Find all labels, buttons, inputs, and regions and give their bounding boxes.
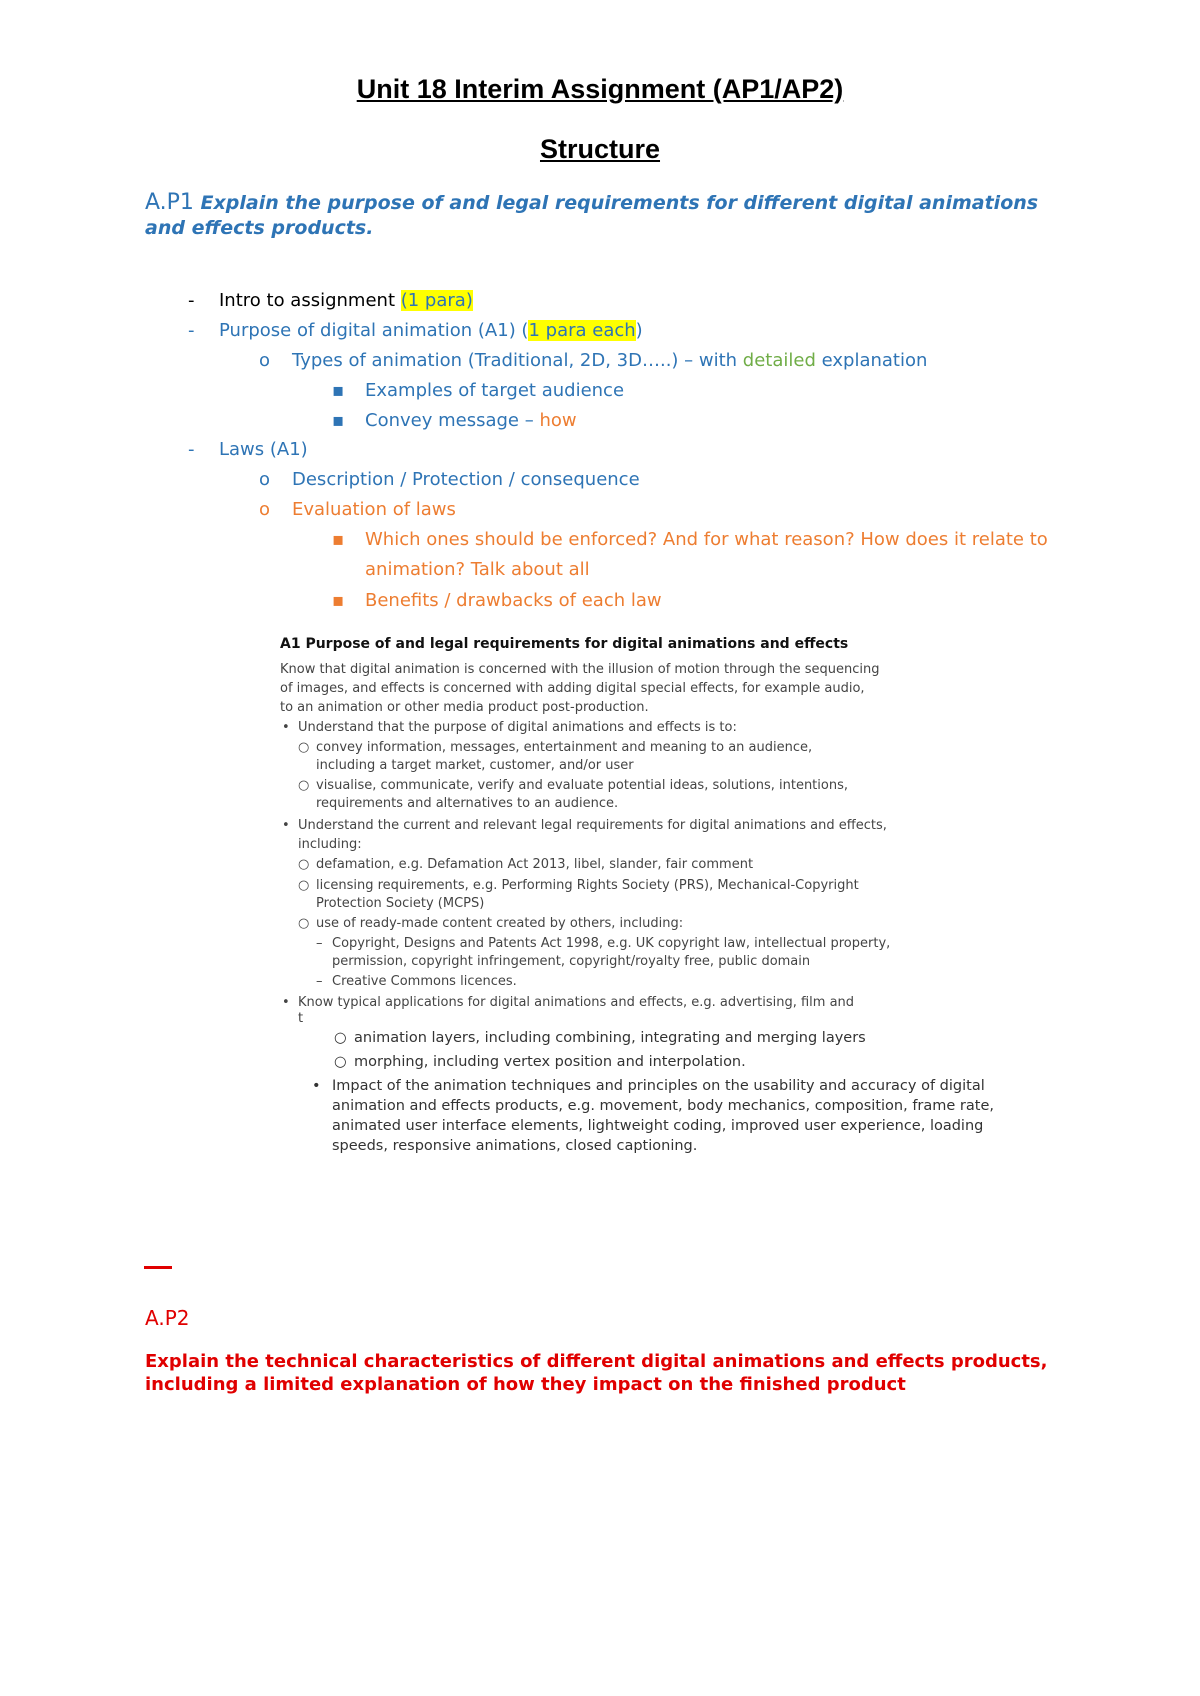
circle-marker: ○ [298, 740, 310, 755]
spec-line: including a target market, customer, and/or user [316, 758, 634, 773]
dash-marker: - [188, 320, 195, 341]
section-divider [144, 1266, 172, 1269]
spec-line: Know that digital animation is concerned with the illusion of motion through the sequencing [280, 662, 880, 677]
spec-heading: A1 Purpose of and legal requirements for digital animations and effects [280, 636, 849, 652]
spec-line: Impact of the animation techniques and principles on the usability and accuracy of digital [332, 1078, 985, 1094]
outline-item-text: Purpose of digital animation (A1) ( [219, 320, 529, 341]
circle-marker: ○ [298, 916, 310, 931]
spec-line: Protection Society (MCPS) [316, 896, 485, 911]
spec-line: including: [298, 837, 362, 852]
spec-line: animation layers, including combining, integrating and merging layers [354, 1030, 866, 1046]
spec-line: speeds, responsive animations, closed captioning. [332, 1138, 698, 1154]
circle-marker: ○ [298, 857, 310, 872]
bullet-marker: • [282, 995, 290, 1010]
highlight-text: 1 para each [528, 320, 636, 341]
spec-line: permission, copyright infringement, copyright/royalty free, public domain [332, 954, 811, 969]
circle-marker: o [259, 350, 271, 371]
green-text: detailed [742, 350, 816, 371]
spec-line: morphing, including vertex position and interpolation. [354, 1054, 746, 1070]
circle-marker: o [259, 469, 271, 490]
outline-item-enforced-cont: animation? Talk about all [365, 559, 590, 580]
spec-line: use of ready-made content created by others, including: [316, 916, 684, 931]
bullet-marker: • [282, 818, 290, 833]
dash-marker: - [188, 290, 195, 311]
spec-line: defamation, e.g. Defamation Act 2013, libel, slander, fair comment [316, 857, 754, 872]
orange-text: how [539, 410, 577, 431]
outline-item-intro [219, 290, 473, 311]
square-marker: ▪ [332, 590, 345, 611]
outline-item-target-audience: Examples of target audience [365, 380, 625, 401]
spec-line: visualise, communicate, verify and evaluate potential ideas, solutions, intentions, [316, 778, 848, 793]
outline-item-convey-message [365, 410, 577, 431]
spec-line: Understand the current and relevant legal requirements for digital animations and effects, [298, 818, 887, 833]
dash-marker: – [316, 974, 323, 989]
spec-line: animated user interface elements, lightweight coding, improved user experience, loading [332, 1118, 984, 1134]
outline-item-text-end: explanation [815, 350, 928, 371]
dash-marker: - [188, 439, 195, 460]
spec-line: Creative Commons licences. [332, 974, 517, 989]
spec-line: Know typical applications for digital animations and effects, e.g. advertising, film and [298, 995, 855, 1010]
highlight-text: (1 para) [400, 290, 473, 311]
square-marker: ▪ [332, 380, 345, 401]
spec-line: of images, and effects is concerned with adding digital special effects, for example audio, [280, 681, 865, 696]
page-title: Unit 18 Interim Assignment (AP1/AP2) [356, 74, 844, 104]
outline-item-purpose [219, 320, 643, 341]
circle-marker: ○ [298, 878, 310, 893]
spec-line: licensing requirements, e.g. Performing Rights Society (PRS), Mechanical-Copyright [316, 878, 859, 893]
ap1-text: Explain the purpose of and legal requirements for different digital animations and effects products. [145, 192, 1039, 239]
spec-line: convey information, messages, entertainment and meaning to an audience, [316, 740, 813, 755]
spec-line: requirements and alternatives to an audience. [316, 796, 619, 811]
ap1-lead: A.P1 [145, 190, 194, 215]
outline-item-text-end: ) [635, 320, 643, 341]
outline-item-benefits: Benefits / drawbacks of each law [365, 590, 662, 611]
square-marker: ▪ [332, 529, 345, 550]
circle-marker: ○ [334, 1054, 347, 1070]
ap1-heading [145, 190, 1075, 241]
spec-line: Understand that the purpose of digital animations and effects is to: [298, 720, 737, 735]
page-subtitle: Structure [539, 134, 661, 164]
circle-marker: ○ [334, 1030, 347, 1046]
circle-marker: ○ [298, 778, 310, 793]
ap2-text: Explain the technical characteristics of different digital animations and effects products, including a limited explanation of how they impact on the finished product [145, 1351, 1048, 1395]
bullet-marker: • [282, 720, 290, 735]
ap2-heading: A.P2 [145, 1306, 190, 1330]
spec-line: Copyright, Designs and Patents Act 1998, e.g. UK copyright law, intellectual property, [332, 936, 891, 951]
spec-line: to an animation or other media product post-production. [280, 700, 649, 715]
outline-item-description: Description / Protection / consequence [292, 469, 640, 490]
outline-item-laws: Laws (A1) [219, 439, 308, 460]
outline-item-text: Convey message – [365, 410, 540, 431]
bullet-marker: • [312, 1078, 321, 1094]
outline-item-types [292, 350, 927, 371]
outline-item-evaluation: Evaluation of laws [292, 499, 456, 520]
square-marker: ▪ [332, 410, 345, 431]
outline-item-text: Intro to assignment [219, 290, 401, 311]
spec-line: animation and effects products, e.g. movement, body mechanics, composition, frame rate, [332, 1098, 994, 1114]
outline-item-text: Types of animation (Traditional, 2D, 3D…..) – with [292, 350, 743, 371]
circle-marker: o [259, 499, 271, 520]
dash-marker: – [316, 936, 323, 951]
outline-item-enforced: Which ones should be enforced? And for what reason? How does it relate to [365, 529, 1048, 550]
spec-line: t [298, 1011, 304, 1026]
